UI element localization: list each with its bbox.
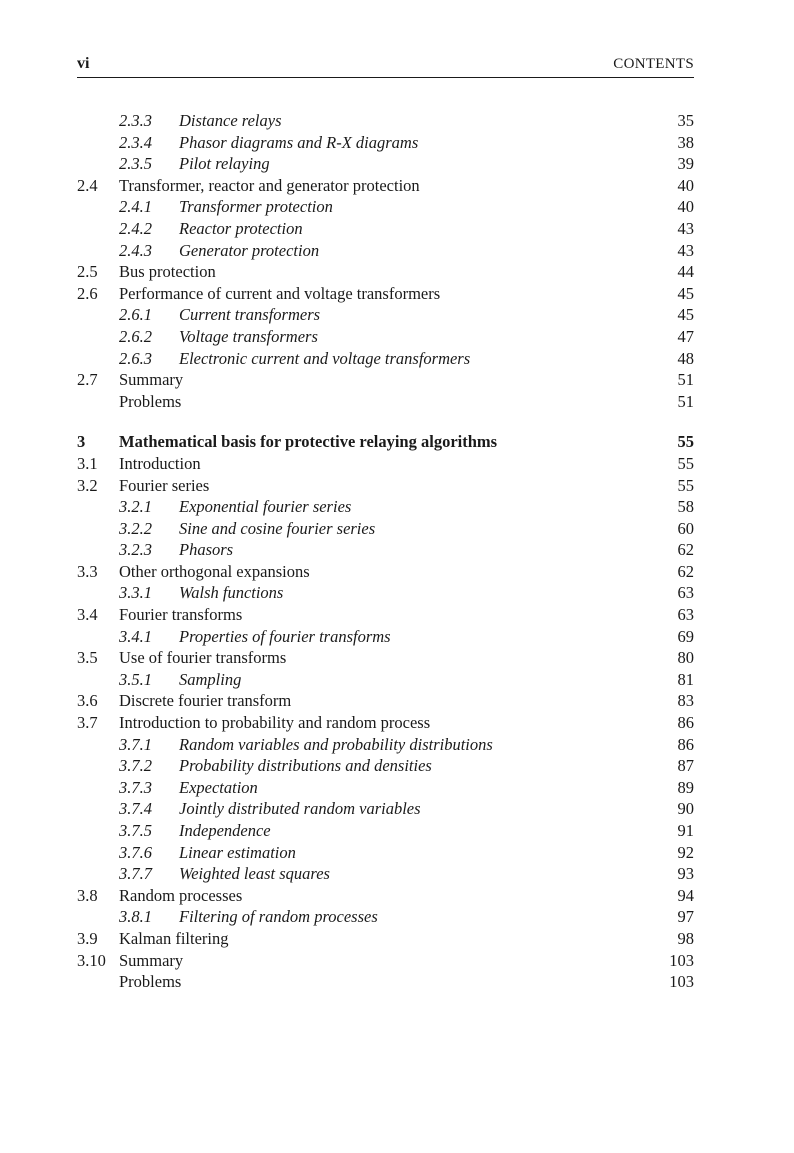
toc-entry-number: 2.3.4: [119, 132, 152, 152]
toc-entry-title: Electronic current and voltage transformers: [179, 348, 471, 368]
toc-entry-number: 2.6.3: [119, 348, 152, 368]
toc-entry-title: Properties of fourier transforms: [179, 626, 391, 646]
toc-entry-number: 2.6.2: [119, 326, 152, 346]
toc-entry-title: Fourier series: [119, 475, 210, 495]
toc-entry-title: Introduction: [119, 453, 201, 473]
toc-entry-title: Voltage transformers: [179, 326, 318, 346]
toc-entry-number: 3.5.1: [119, 669, 152, 689]
toc-entry-number: 3.3: [77, 561, 98, 581]
toc-entry-title: Fourier transforms: [119, 605, 243, 625]
toc-entry-sub: [77, 196, 694, 218]
toc-entry-section: [77, 369, 694, 391]
toc-entry-title: Independence: [179, 821, 271, 840]
toc-entry-page: 43: [677, 218, 694, 238]
toc-entry-title: Pilot relaying: [179, 154, 270, 174]
toc-entry-page: 60: [677, 518, 694, 538]
toc-entry-page: 89: [677, 777, 694, 797]
table-of-contents: [77, 110, 694, 993]
toc-entry-sub: [77, 539, 694, 561]
toc-entry-page: 39: [677, 154, 694, 174]
toc-entry-title: Phasors: [179, 540, 234, 560]
toc-entry-number: 3.3.1: [119, 583, 152, 603]
toc-entry-page: 92: [677, 842, 694, 862]
toc-entry-sub: [77, 153, 694, 175]
toc-entry-sub: [77, 820, 694, 842]
toc-entry-sub: [77, 734, 694, 756]
toc-entry-title: Jointly distributed random variables: [179, 799, 421, 819]
toc-entry-number: 3.10: [77, 950, 106, 970]
toc-entry-number: 3.1: [77, 453, 98, 473]
toc-entry-number: 2.3.5: [119, 154, 152, 174]
toc-entry-page: 35: [677, 111, 694, 130]
toc-entry-sub: [77, 863, 694, 885]
toc-entry-section: [77, 261, 694, 283]
toc-entry-title: Weighted least squares: [179, 864, 330, 884]
toc-entry-number: 3.2.1: [119, 497, 152, 517]
toc-entry-number: 3.8: [77, 885, 98, 905]
page-number: vi: [77, 55, 90, 72]
page-header: [77, 55, 694, 78]
toc-entry-section: [77, 885, 694, 907]
toc-entry-number: 3.7.6: [119, 842, 152, 862]
toc-entry-page: 38: [677, 132, 694, 152]
toc-entry-page: 93: [677, 864, 694, 884]
toc-entry-number: 3: [77, 432, 86, 452]
toc-entry-title: Mathematical basis for protective relaying algorithms: [119, 432, 498, 452]
toc-entry-page: 55: [677, 475, 694, 495]
toc-entry-page: 63: [677, 583, 694, 603]
toc-entry-number: 2.7: [77, 370, 98, 390]
toc-entry-title: Exponential fourier series: [179, 497, 352, 517]
toc-entry-number: 2.4.1: [119, 197, 152, 217]
toc-entry-title: Problems: [119, 972, 182, 992]
toc-entry-sub: [77, 326, 694, 348]
toc-entry-section: [77, 391, 694, 413]
toc-entry-number: 3.7.4: [119, 799, 152, 819]
toc-entry-sub: [77, 518, 694, 540]
toc-entry-number: 3.2.2: [119, 518, 152, 538]
toc-entry-title: Random processes: [119, 885, 243, 905]
toc-entry-sub: [77, 777, 694, 799]
toc-entry-page: 51: [677, 370, 694, 390]
toc-entry-number: 3.7.1: [119, 734, 152, 754]
toc-entry-page: 90: [677, 799, 694, 819]
toc-entry-sub: [77, 626, 694, 648]
toc-entry-number: 2.6: [77, 283, 98, 303]
toc-entry-page: 55: [677, 432, 694, 452]
toc-entry-sub: [77, 669, 694, 691]
toc-entry-number: 2.5: [77, 262, 98, 282]
toc-entry-page: 51: [677, 391, 694, 411]
toc-entry-title: Sampling: [179, 669, 242, 689]
toc-entry-sub: [77, 582, 694, 604]
toc-entry-title: Reactor protection: [179, 218, 303, 238]
toc-entry-number: 3.8.1: [119, 907, 152, 927]
toc-entry-number: 3.7.2: [119, 756, 152, 776]
toc-entry-title: Generator protection: [179, 240, 320, 260]
toc-entry-page: 81: [677, 669, 694, 689]
toc-entry-number: 2.3.3: [119, 111, 152, 130]
toc-entry-title: Performance of current and voltage transformers: [119, 283, 441, 303]
toc-entry-page: 62: [677, 561, 694, 581]
toc-entry-page: 103: [669, 972, 694, 992]
toc-entry-number: 2.4.3: [119, 240, 152, 260]
toc-entry-sub: [77, 496, 694, 518]
toc-entry-page: 43: [677, 240, 694, 260]
toc-entry-number: 3.5: [77, 648, 98, 668]
toc-entry-page: 80: [677, 648, 694, 668]
toc-entry-page: 63: [677, 605, 694, 625]
toc-entry-title: Transformer, reactor and generator protection: [119, 175, 420, 195]
toc-entry-title: Discrete fourier transform: [119, 691, 292, 711]
toc-entry-section: [77, 604, 694, 626]
toc-entry-section: [77, 690, 694, 712]
toc-entry-title: Current transformers: [179, 305, 321, 325]
toc-entry-page: 47: [677, 326, 694, 346]
toc-entry-page: 55: [677, 453, 694, 473]
toc-entry-sub: [77, 304, 694, 326]
toc-entry-page: 91: [677, 821, 694, 840]
toc-entry-section: [77, 971, 694, 993]
toc-entry-section: [77, 712, 694, 734]
toc-entry-number: 2.6.1: [119, 305, 152, 325]
toc-entry-title: Expectation: [179, 777, 258, 797]
toc-entry-sub: [77, 348, 694, 370]
toc-entry-page: 48: [677, 348, 694, 368]
toc-entry-number: 2.4.2: [119, 218, 152, 238]
toc-entry-chapter: [77, 431, 694, 453]
toc-entry-section: [77, 475, 694, 497]
toc-entry-section: [77, 175, 694, 197]
toc-entry-number: 3.7: [77, 713, 98, 733]
toc-entry-title: Walsh functions: [179, 583, 284, 603]
toc-entry-page: 97: [677, 907, 694, 927]
toc-entry-sub: [77, 218, 694, 240]
toc-entry-sub: [77, 110, 694, 132]
toc-entry-number: 3.2: [77, 475, 98, 495]
toc-entry-page: 69: [677, 626, 694, 646]
toc-entry-title: Filtering of random processes: [179, 907, 378, 927]
toc-entry-sub: [77, 906, 694, 928]
toc-entry-page: 44: [677, 262, 694, 282]
toc-entry-title: Linear estimation: [179, 842, 296, 862]
toc-entry-title: Sine and cosine fourier series: [179, 518, 376, 538]
toc-entry-title: Distance relays: [179, 111, 282, 130]
toc-entry-number: 3.4.1: [119, 626, 152, 646]
toc-entry-title: Other orthogonal expansions: [119, 561, 310, 581]
toc-entry-title: Problems: [119, 391, 182, 411]
toc-entry-number: 3.2.3: [119, 540, 152, 560]
toc-entry-page: 62: [677, 540, 694, 560]
toc-entry-number: 2.4: [77, 175, 98, 195]
toc-entry-number: 3.7.7: [119, 864, 152, 884]
toc-entry-title: Probability distributions and densities: [179, 756, 432, 776]
toc-entry-title: Use of fourier transforms: [119, 648, 287, 668]
toc-entry-page: 45: [677, 305, 694, 325]
toc-entry-page: 87: [677, 756, 694, 776]
toc-entry-page: 40: [677, 197, 694, 217]
toc-entry-page: 86: [677, 713, 694, 733]
toc-entry-title: Summary: [119, 370, 184, 390]
toc-entry-page: 98: [677, 928, 694, 948]
toc-entry-number: 3.6: [77, 691, 98, 711]
toc-entry-page: 40: [677, 175, 694, 195]
toc-entry-sub: [77, 842, 694, 864]
toc-entry-sub: [77, 798, 694, 820]
toc-entry-sub: [77, 240, 694, 262]
toc-entry-page: 103: [669, 950, 694, 970]
toc-entry-number: 3.7.3: [119, 777, 152, 797]
toc-entry-sub: [77, 132, 694, 154]
toc-entry-page: 94: [677, 885, 694, 905]
toc-entry-title: Bus protection: [119, 262, 216, 282]
toc-entry-number: 3.7.5: [119, 821, 152, 840]
toc-entry-title: Summary: [119, 950, 184, 970]
toc-entry-section: [77, 453, 694, 475]
toc-entry-number: 3.4: [77, 605, 98, 625]
toc-entry-sub: [77, 755, 694, 777]
toc-entry-title: Phasor diagrams and R-X diagrams: [179, 132, 419, 152]
toc-entry-page: 45: [677, 283, 694, 303]
toc-entry-title: Transformer protection: [179, 197, 333, 217]
toc-entry-section: [77, 950, 694, 972]
toc-entry-title: Random variables and probability distributions: [179, 734, 493, 754]
toc-entry-page: 86: [677, 734, 694, 754]
toc-entry-section: [77, 647, 694, 669]
toc-entry-page: 58: [677, 497, 694, 517]
toc-entry-section: [77, 928, 694, 950]
toc-entry-title: Kalman filtering: [119, 928, 229, 948]
toc-entry-title: Introduction to probability and random process: [119, 713, 431, 733]
toc-entry-number: 3.9: [77, 928, 98, 948]
running-title: CONTENTS: [613, 56, 694, 72]
toc-entry-section: [77, 283, 694, 305]
toc-entry-section: [77, 561, 694, 583]
toc-entry-page: 83: [677, 691, 694, 711]
